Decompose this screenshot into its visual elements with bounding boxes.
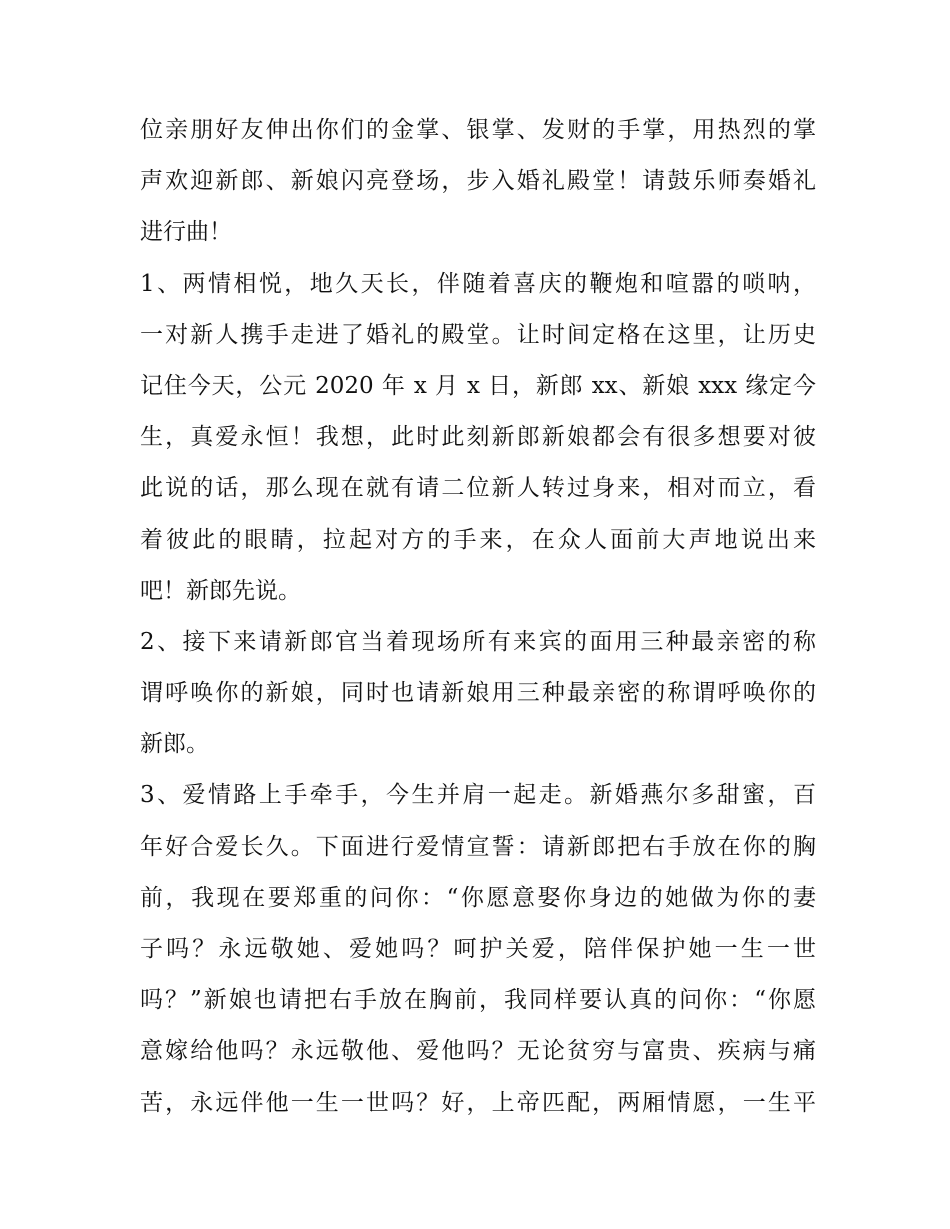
text-line: 进行曲！ (140, 219, 232, 246)
body-text (140, 105, 816, 1129)
text-line: 意嫁给他吗？永远敬他、爱他吗？无论贫穷与富贵、疾病与痛 (140, 1038, 816, 1065)
text-line: 着彼此的眼睛，拉起对方的手来，在众人面前大声地说出来 (140, 526, 816, 553)
text-line: 子吗？永远敬她、爱她吗？呵护关爱，陪伴保护她一生一世 (140, 936, 816, 962)
text-line: 位亲朋好友伸出你们的金掌、银掌、发财的手掌，用热烈的掌 (140, 117, 816, 143)
text-line: 吧！新郎先说。 (140, 577, 301, 604)
text-line: 3、爱情路上手牵手，今生并肩一起走。新婚燕尔多甜蜜，百 (140, 782, 816, 809)
text-line: 前，我现在要郑重的问你：“你愿意娶你身边的她做为你的妻 (140, 884, 816, 911)
text-line: 年好合爱长久。下面进行爱情宣誓：请新郎把右手放在你的胸 (140, 833, 816, 860)
text-line: 声欢迎新郎、新娘闪亮登场，步入婚礼殿堂！请鼓乐师奏婚礼 (140, 168, 816, 195)
text-line: 此说的话，那么现在就有请二位新人转过身来，相对而立，看 (140, 475, 816, 502)
text-line: 谓呼唤你的新娘，同时也请新娘用三种最亲密的称谓呼唤你的 (140, 680, 816, 707)
text-line: 2、接下来请新郎官当着现场所有来宾的面用三种最亲密的称 (140, 628, 816, 655)
text-line: 1、两情相悦，地久天长，伴随着喜庆的鞭炮和喧嚣的唢呐， (140, 270, 816, 297)
text-line: 记住今天，公元 2020 年 x 月 x 日，新郎 xx、新娘 xxx 缘定今 (140, 372, 816, 399)
text-line: 苦，永远伴他一生一世吗？好，上帝匹配，两厢情愿，一生平 (140, 1089, 816, 1116)
text-line: 吗？”新娘也请把右手放在胸前，我同样要认真的问你：“你愿 (140, 987, 816, 1014)
text-line: 生，真爱永恒！我想，此时此刻新郎新娘都会有很多想要对彼 (140, 424, 816, 451)
text-line: 新郎。 (140, 731, 209, 758)
text-line: 一对新人携手走进了婚礼的殿堂。让时间定格在这里，让历史 (140, 321, 816, 348)
